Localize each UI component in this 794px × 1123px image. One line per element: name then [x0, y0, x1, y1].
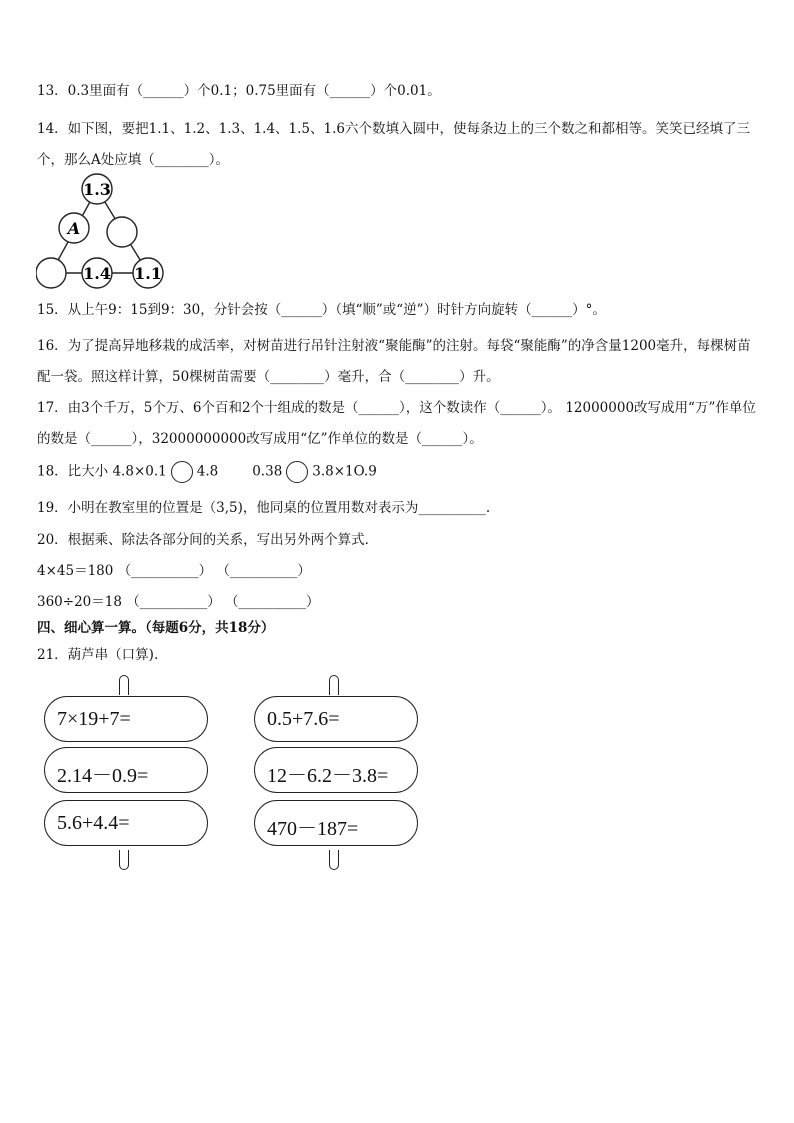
gourd-right-item-1[interactable]: 0.5+7.6= — [254, 696, 418, 742]
gourd-right-stick-bottom — [329, 850, 339, 870]
question-21: 21．葫芦串（口算). — [37, 647, 159, 663]
circle-bottom-left — [36, 258, 66, 288]
gourd-right — [254, 675, 420, 870]
q18-a-right: 4.8 — [196, 463, 219, 480]
gourd-left-stick-bottom — [119, 850, 129, 870]
triangle-circle-diagram — [36, 172, 166, 292]
question-17: 17．由3个千万，5个万、6个百和2个十组成的数是（______），这个数读作（______）。 12000000改写成用“万”作单位的数是（______），32000000000改写成用“亿”作单位的数是（______）。 — [37, 400, 756, 447]
question-19: 19．小明在教室里的位置是（3,5)，他同桌的位置用数对表示为__________. — [37, 500, 491, 516]
label-top: 1.3 — [83, 180, 111, 199]
gourd-left-stick-top — [119, 675, 129, 695]
gourd-left-item-3[interactable]: 5.6+4.4= — [44, 800, 208, 846]
question-14: 14．如下图，要把1.1、1.2、1.3、1.4、1.5、1.6六个数填入圆中，使每条边上的三个数之和都相等。笑笑已经填了三个，那么A处应填（________）。 — [37, 121, 750, 168]
label-bottom-mid: 1.4 — [83, 264, 111, 283]
question-20-row-1: 4×45＝180 （__________） （__________） — [37, 563, 311, 579]
gourd-right-stick-top — [329, 675, 339, 695]
question-20-intro: 20．根据乘、除法各部分间的关系，写出另外两个算式． — [37, 532, 379, 548]
q18-b-left: 0.38 — [252, 463, 283, 480]
gourd-right-item-2[interactable]: 12－6.2－3.8= — [254, 747, 418, 793]
question-16: 16．为了提高异地移栽的成活率，对树苗进行吊针注射液“聚能酶”的注射。每袋“聚能酶”的净含量1200毫升，每棵树苗配一袋。照这样计算，50棵树苗需要（________）毫升，合（________）升。 — [37, 338, 751, 385]
q18-label: 18．比大小 4.8×0.1 — [37, 463, 167, 480]
gourd-left-item-2[interactable]: 2.14－0.9= — [44, 747, 208, 793]
q18-b-right: 3.8×1O.9 — [312, 463, 377, 480]
label-bottom-right: 1.1 — [134, 264, 162, 283]
compare-circle-1[interactable] — [171, 461, 193, 483]
section-4-heading: 四、细心算一算。（每题6分，共18分） — [37, 620, 275, 636]
gourd-left-item-1[interactable]: 7×19+7= — [44, 696, 208, 742]
gourd-right-item-3[interactable]: 470－187= — [254, 800, 418, 846]
gourd-left — [44, 675, 210, 870]
circle-right-mid — [107, 217, 137, 247]
question-13: 13．0.3里面有（______）个0.1；0.75里面有（______）个0.01。 — [37, 83, 441, 99]
label-left-mid: A — [67, 219, 81, 238]
question-20-row-2: 360÷20＝18 （__________） （__________） — [37, 594, 320, 610]
compare-circle-2[interactable] — [286, 461, 308, 483]
question-15: 15．从上午9：15到9：30，分针会按（______）（填“顺”或“逆”）时针方向旋转（______）°。 — [37, 302, 606, 318]
question-18 — [37, 461, 764, 483]
